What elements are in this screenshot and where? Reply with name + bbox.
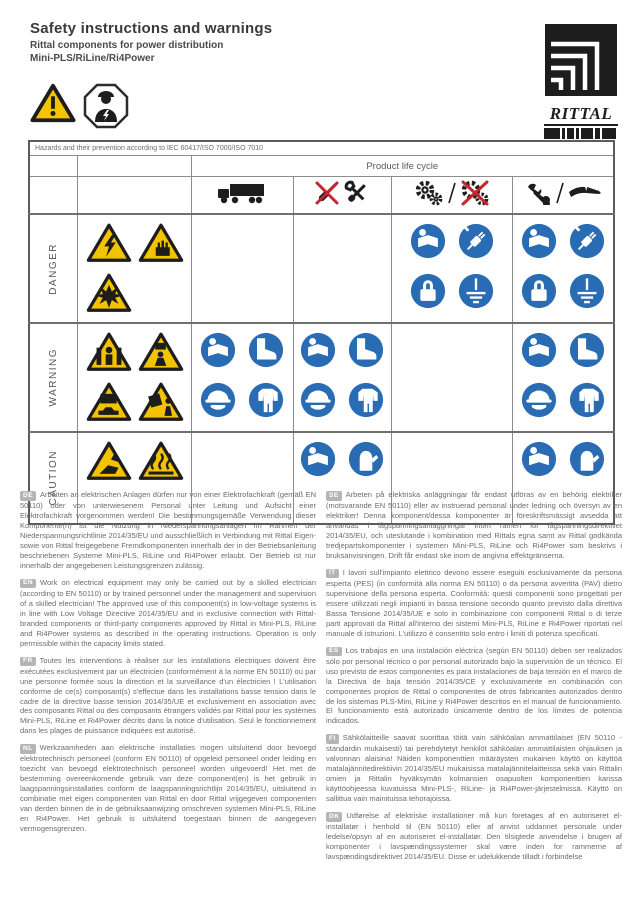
paragraph-text: Arbeten på elektriska anläggningar får endast utföras av en behörig elektriker (motsvarande EN 50110) eller av instruerad personal under ledning och översyn av en elektriker! Denna komponent/dessa komponenter är föreskriftsmässigt avsedda att användas i lågspänningsanläggningar inom ramen för lågspänningsdirektivet 2014/35/EU, och uteslutande i kombination med Rittals egna samt av Rittal godkända tredjepartskomponenter i systemen Mini-PLS, RiLine och Ri4Power som beskrivs i bruksanvisningen. Drift får endast ske inom de angivna effektgränserna. [326, 490, 622, 560]
read-manual-mandatory-icon [410, 223, 446, 264]
cell-warning-assembly [293, 323, 391, 432]
no-screwdriver-icon [314, 180, 340, 211]
empty-cell [77, 177, 191, 215]
read-manual-mandatory-icon [521, 332, 557, 373]
language-badge: EN [20, 579, 36, 589]
paragraph-de [20, 490, 316, 571]
explosion-warning-icon [86, 272, 132, 318]
paragraph-se [326, 490, 622, 561]
slash-separator [448, 181, 456, 210]
severity-label: CAUTION [47, 450, 59, 506]
hard-hat-mandatory-icon [521, 382, 557, 423]
truck-icon [217, 191, 267, 208]
paragraph-en [20, 578, 316, 649]
hand-crush-warning-icon [86, 381, 132, 427]
severity-row-warning [29, 323, 614, 432]
protective-clothing-mandatory-icon [248, 382, 284, 423]
paragraph-nl [20, 743, 316, 834]
read-manual-mandatory-icon [300, 332, 336, 373]
protective-clothing-mandatory-icon [569, 382, 605, 423]
rittal-logo [544, 24, 618, 139]
paragraph-text: Toutes les interventions à réaliser sur les installations électriques doivent être exécutées exclusivement par un électricien (conformément à la norme EN 50110) ou par une personne formée sous la direction et la surveillance d'un électricien ! L'utilisation conforme de ce(s) composant(s) s'effectue dans les installations basse tension dans le cadre de la directive basse tension 2014/35/UE et exclusivement en association avec des composants Rittal ou des composants étrangers validés par Rittal pour les systèmes Mini-PLS, RiLine et Ri4Power décrits dans la notice d'utilisation. Seul le fonctionnement dans les plages de puissance indiquées est autorisé. [20, 655, 316, 736]
language-badge: IT [326, 569, 339, 579]
cell-warning-hazards [77, 323, 191, 432]
paragraph-text: Werkzaamheden aan elektrische installaties mogen uitsluitend door bevoegd elektrotechnisch personeel (conform EN 50110) of opgeleid personeel onder leiding en toezicht van bevoegd elektrotechnisch personeel worden uitgevoerd! Het met de bestemming overeenkomende gebruik van deze component(en) is het gebruik in laagspanningsinstallaties conform de laagspanningsrichtlijn 2014/35/EU, uitsluitend in combinatie met eigen componenten van Rittal en door Rittal vrijgegeven componenten van derden binnen de in de gebruiksaanwijzing omschreven systemen Mini-PLS, RiLine en Ri4Power. Het gebruik is uitsluitend toegestaan binnen de aangegeven vermogensgrenzen. [20, 743, 316, 834]
page-subtitle-2: Mini-PLS/RiLine/Ri4Power [30, 52, 155, 64]
severity-label-cell [29, 214, 77, 323]
safety-gloves-mandatory-icon [569, 441, 605, 482]
tipping-load-warning-icon [138, 381, 184, 427]
sharp-edges-warning-icon [86, 440, 132, 486]
severity-label-cell [29, 323, 77, 432]
cell-danger-transport [191, 214, 293, 323]
paragraph-it [326, 568, 622, 639]
severity-row-danger [29, 214, 614, 323]
general-warning-icon [30, 82, 76, 129]
paragraph-text: I lavori sull'impianto elettrico devono essere eseguiti esclusivamente da persona esperta (PES) (in conformità alla norma EN 50110) o da persona avvertita (PAV) dietro supervisione della persona esperta. Conformità: questi componenti sono progettati per essere utilizzati negli impianti in bassa tensione secondo quanto previsto dalla direttiva Bassa Tensione 2014/35/UE e solo in combinazione con componenti Rittal o di terze parti approvati da Rittal all'interno dei sistemi Mini-PLS, RiLine e Ri4Power riportati nel manuale di istruzioni. L'utilizzo è consentito solo entro i limiti di potenza specificati. [326, 567, 622, 638]
safety-boots-mandatory-icon [248, 332, 284, 373]
cell-warning-maintenance [512, 323, 614, 432]
safety-boots-mandatory-icon [348, 332, 384, 373]
header-safety-icons [30, 82, 130, 135]
protective-clothing-mandatory-icon [348, 382, 384, 423]
cell-warning-transport [191, 323, 293, 432]
language-badge: SE [326, 491, 342, 501]
lockout-mandatory-icon [410, 273, 446, 314]
paragraph-fi [326, 733, 622, 804]
severity-label: WARNING [47, 348, 59, 407]
empty-cell [29, 177, 77, 215]
phase-assembly-cell [293, 177, 391, 215]
empty-cell [29, 156, 77, 177]
read-manual-mandatory-icon [300, 441, 336, 482]
no-gears-icon [460, 180, 490, 211]
hand-injury-warning-icon [138, 222, 184, 268]
table-caption: Hazards and their prevention according to IEC 60417/ISO 7000/ISO 7010 [29, 141, 614, 156]
hard-hat-mandatory-icon [300, 382, 336, 423]
electric-shock-warning-icon [86, 222, 132, 268]
cell-danger-operation [391, 214, 512, 323]
language-badge: FI [326, 734, 339, 744]
disconnect-mains-mandatory-icon [458, 223, 494, 264]
language-badge: NL [20, 744, 36, 754]
paragraph-text: Sähkölaitteille saavat suorittaa töitä vain sähköalan ammattilaiset (EN 50110 -standardin mukaisesti) tai perehdytetyt henkilöt sähköalan ammattilaisten ohjauksen ja valvonnan alaisina! Näiden komponenttien määräysten mukainen käyttö on käyttöä matalajännitedirektiivin 2014/35/EU mukaisissa matalajännitelaitteissa sekä vain Rittalin omien ja Rittalin hyväksymän kolmansien osapuolten komponenttien kanssa käyttöohjeessa kuvatuissa Mini-PLS-, RiLine- ja Ri4Power-järjestelmissä. Käyttö on sallittua vain mainituissa tehorajoissa. [326, 733, 622, 804]
overhead-load-warning-icon [138, 331, 184, 377]
crossed-tools-icon [344, 180, 370, 211]
language-badge: DK [326, 812, 342, 822]
cell-danger-maintenance [512, 214, 614, 323]
phase-operation-cell [391, 177, 512, 215]
service-wrench-icon [524, 181, 552, 210]
paragraph-text: Work on electrical equipment may only be carried out by a skilled electrician (according to EN 50110) or by trained personnel under the management and supervision of a skilled electrician! The approved use of this component(s) in low-voltage systems is in line with Low Voltage Directive 2014/35/EU and in exclusive connection with Rittal-branded components or third-party components approved by Rittal in Mini-PLS, RiLine and Ri4Power systems as described in the operating instructions. Operation is only permissible within the capacity limits stated. [20, 577, 316, 648]
rittal-logo-wordmark: RITTAL [549, 104, 613, 123]
text-column-left [20, 490, 316, 869]
language-badge: ES [326, 647, 342, 657]
paragraph-fr [20, 656, 316, 737]
cell-danger-hazards [77, 214, 191, 323]
header [30, 20, 272, 65]
safety-gloves-mandatory-icon [348, 441, 384, 482]
brush-icon [568, 184, 602, 207]
empty-cell [77, 156, 191, 177]
language-badge: FR [20, 657, 36, 667]
phase-maintenance-cell [512, 177, 614, 215]
text-column-right [326, 490, 622, 869]
hard-hat-mandatory-icon [200, 382, 236, 423]
read-manual-mandatory-icon [521, 441, 557, 482]
page-title: Safety instructions and warnings [30, 20, 273, 37]
paragraph-text: Los trabajos en una instalación eléctrica (según EN 50110) deben ser realizados sólo por personal técnico o por personal autorizado bajo la supervisión de un técnico. El uso previsto de estos componentes es para instalaciones de baja tensión en el marco de la Directiva de baja tensión 2014/35/CE y exclusivamente en combinación con componentes propios de Rittal o componentes de otros fabricantes autorizados dentro de los sistemas PLS-Mini, RiLine y Ri4Power descritos en el manual de funcionamiento. El funcionamiento está autorizado únicamente dentro de los límites de potencia indicados. [326, 645, 622, 726]
phase-transport-cell [191, 177, 293, 215]
cell-warning-operation [391, 323, 512, 432]
paragraph-dk [326, 811, 622, 862]
earth-ground-mandatory-icon [458, 273, 494, 314]
product-life-cycle-header: Product life cycle [191, 156, 614, 177]
language-badge: DE [20, 491, 36, 501]
read-manual-mandatory-icon [200, 332, 236, 373]
earth-ground-mandatory-icon [569, 273, 605, 314]
slash-separator [556, 181, 564, 210]
multilingual-text [20, 490, 622, 869]
hot-surface-warning-icon [138, 440, 184, 486]
lockout-mandatory-icon [521, 273, 557, 314]
gears-icon [414, 180, 444, 211]
paragraph-es [326, 646, 622, 727]
logo-rule [544, 124, 618, 126]
hazard-prevention-table [28, 140, 615, 525]
disconnect-mains-mandatory-icon [569, 223, 605, 264]
skilled-electrician-icon [82, 82, 130, 135]
safety-boots-mandatory-icon [569, 332, 605, 373]
cell-danger-assembly [293, 214, 391, 323]
rittal-logo-mark [545, 24, 617, 96]
page-subtitle-1: Rittal components for power distribution [30, 40, 224, 51]
crushing-warning-icon [86, 331, 132, 377]
severity-label: DANGER [47, 242, 59, 295]
paragraph-text: Udførelse af elektriske installationer må kun foretages af en autoriseret el-installatør i henhold til (EN 50110) eller af anvist uddannet personale under ledelse/opsyn af en autoriseret el-installatør. Den tilsigtede anvendelse i brugen af komponenter i lavspændingssystemer skal være inden for rammerne af lavspændingsdirektivet 2014/35/EU. Disse er udelukkende tilladt i forbindelse [326, 811, 622, 862]
read-manual-mandatory-icon [521, 223, 557, 264]
paragraph-text: Arbeiten an elektrischen Anlagen dürfen nur von einer Elektrofachkraft (gemäß EN 50110) oder von unterwiesenem Personal unter Leitung und Aufsicht einer Elektrofachkraft vorgenommen werden! Die bestimmungsgemäße Verwendung dieser Komponente(n) ist die Nutzung in Niederspannungsanlagen im Rahmen der Niederspannungsrichtlinie 2014/35/EU und ausschließlich in Verbindung mit Rittal Eigen- sowie von Rittal freigegebene Fremdkomponenten innerhalb der in der Betriebsanleitung beschriebenen Systeme Mini-PLS, RiLine und Ri4Power erlaubt. Der Betrieb ist nur innerhalb der angegebenen Leistungsgrenzen zulässig. [20, 490, 316, 570]
logo-barcode [544, 128, 618, 139]
